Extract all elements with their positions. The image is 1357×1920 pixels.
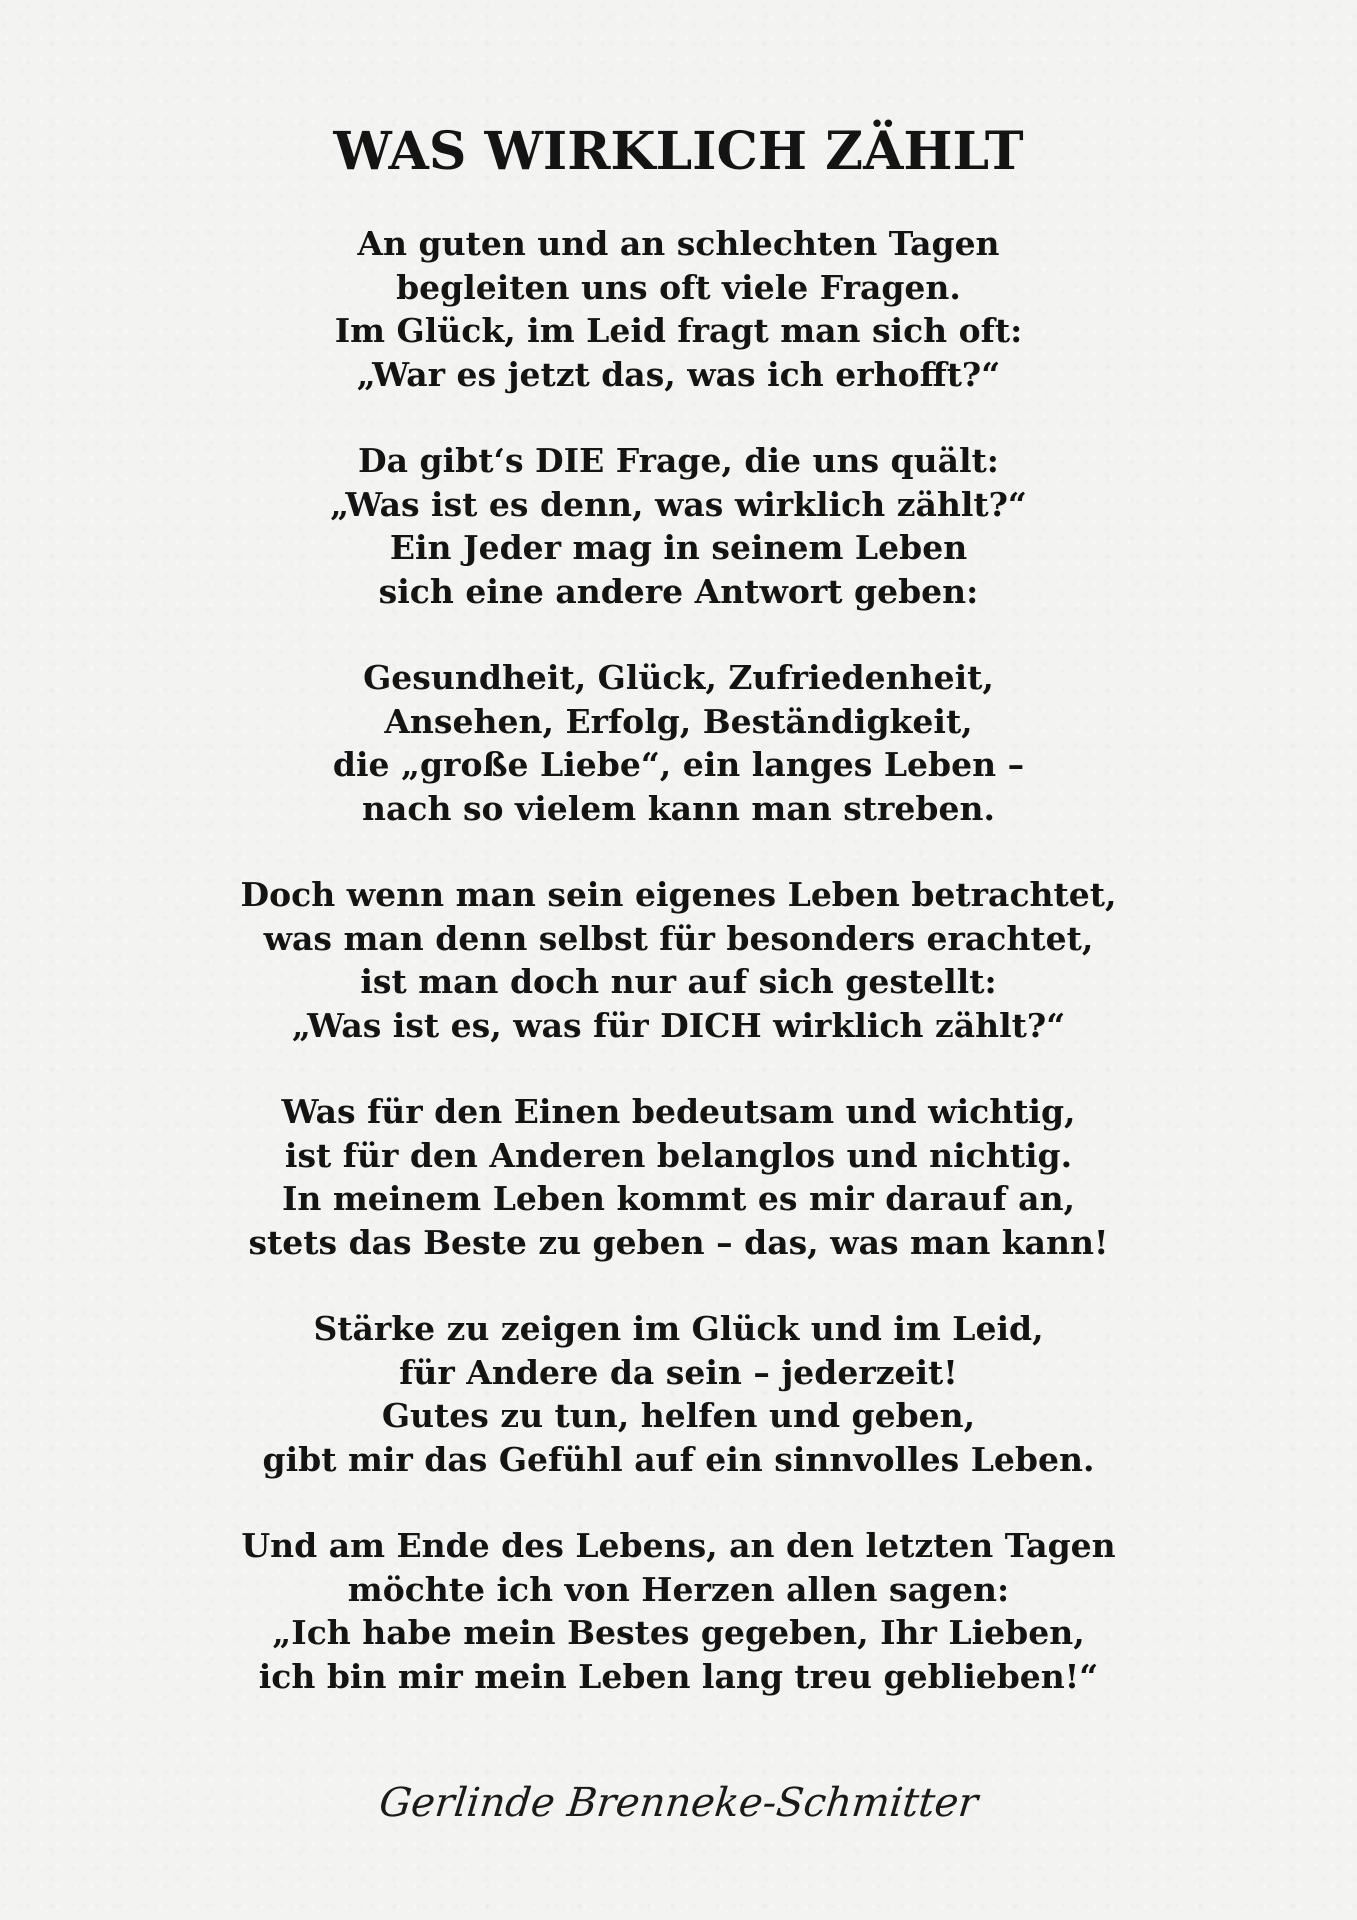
poem-line: „War es jetzt das, was ich erhofft?“ bbox=[356, 354, 1001, 394]
poem-title: WAS WIRKLICH ZÄHLT bbox=[333, 121, 1024, 182]
stanza-2 bbox=[0, 439, 1357, 613]
poem-line: ist für den Anderen belanglos und nichtig. bbox=[284, 1135, 1073, 1175]
stanza-4 bbox=[0, 873, 1357, 1047]
poem-line: Gutes zu tun, helfen und geben, bbox=[381, 1396, 976, 1435]
poem-line: An guten und an schlechten Tagen bbox=[357, 224, 1000, 263]
poem-line: Im Glück, im Leid fragt man sich oft: bbox=[334, 311, 1023, 350]
poem-line: Was für den Einen bedeutsam und wichtig, bbox=[281, 1092, 1076, 1131]
stanza-7 bbox=[0, 1524, 1357, 1698]
poem-line: die „große Liebe“, ein langes Leben – bbox=[332, 745, 1025, 784]
poem-line: gibt mir das Gefühl auf ein sinnvolles Leben. bbox=[262, 1439, 1095, 1479]
poem-line: stets das Beste zu geben – das, was man kann! bbox=[248, 1222, 1109, 1262]
poem-line: Stärke zu zeigen im Glück und im Leid, bbox=[313, 1309, 1044, 1348]
poem-line: begleiten uns oft viele Fragen. bbox=[396, 267, 961, 307]
poem-line: „Was ist es denn, was wirklich zählt?“ bbox=[330, 484, 1027, 524]
poem-line: was man denn selbst für besonders erachtet, bbox=[263, 918, 1094, 958]
poem-line: für Andere da sein – jederzeit! bbox=[399, 1352, 958, 1392]
poem-line: Doch wenn man sein eigenes Leben betrachtet, bbox=[240, 875, 1117, 914]
poem-line: Und am Ende des Lebens, an den letzten Tagen bbox=[241, 1526, 1116, 1565]
poem-line: sich eine andere Antwort geben: bbox=[378, 571, 979, 611]
poem-line: „Was ist es, was für DICH wirklich zählt?“ bbox=[291, 1005, 1066, 1045]
stanza-6 bbox=[0, 1307, 1357, 1481]
poem-line: Ein Jeder mag in seinem Leben bbox=[389, 528, 968, 567]
poem-body bbox=[0, 222, 1357, 1741]
poem-line: In meinem Leben kommt es mir darauf an, bbox=[281, 1179, 1076, 1218]
author-signature: Gerlinde Brenneke-Schmitter bbox=[377, 1780, 980, 1826]
poem-line: Da gibt‘s DIE Frage, die uns quält: bbox=[358, 441, 999, 480]
poem-line: möchte ich von Herzen allen sagen: bbox=[347, 1569, 1010, 1609]
poem-line: Gesundheit, Glück, Zufriedenheit, bbox=[363, 658, 994, 697]
poem-line: nach so vielem kann man streben. bbox=[362, 788, 995, 828]
stanza-5 bbox=[0, 1090, 1357, 1264]
poem-line: Ansehen, Erfolg, Beständigkeit, bbox=[384, 701, 973, 741]
poem-line: ich bin mir mein Leben lang treu geblieben!“ bbox=[258, 1656, 1099, 1696]
poem-line: ist man doch nur auf sich gestellt: bbox=[360, 962, 997, 1001]
poem-line: „Ich habe mein Bestes gegeben, Ihr Lieben, bbox=[272, 1613, 1085, 1652]
stanza-1 bbox=[0, 222, 1357, 396]
stanza-3 bbox=[0, 656, 1357, 830]
